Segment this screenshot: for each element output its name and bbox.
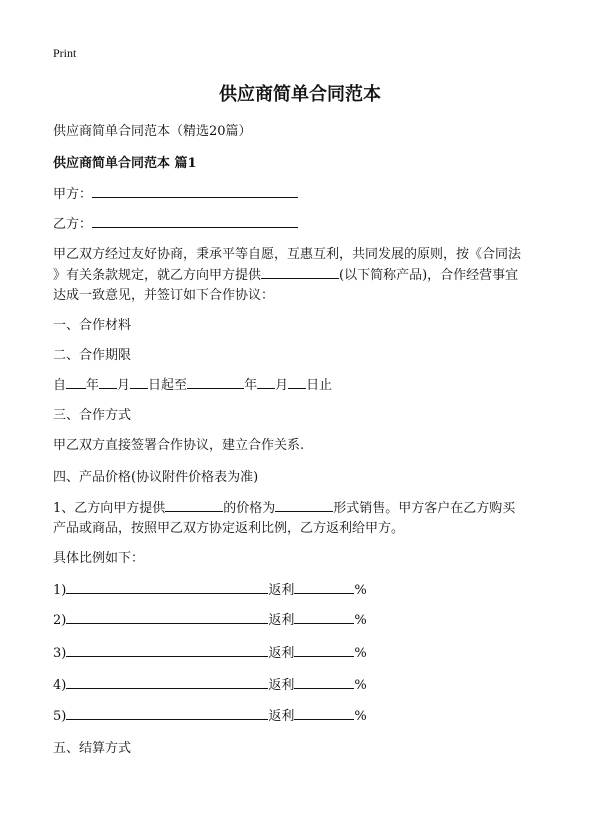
start-year-blank	[66, 376, 86, 389]
heading-method: 三、合作方式	[53, 408, 132, 423]
intro-line-3: 达成一致意见，并签订如下合作协议：	[53, 288, 275, 303]
rebate-row-num: 1)	[53, 583, 67, 598]
section-title: 供应商简单合同范本 篇1	[53, 156, 197, 171]
party-a-line	[53, 183, 298, 202]
price-1-part-c: 形式销售。甲方客户在乙方购买	[333, 501, 516, 516]
rebate-label: 返利	[268, 678, 295, 693]
ratio-label: 具体比例如下：	[53, 551, 145, 566]
rebate-row	[53, 579, 367, 598]
percent-sign: %	[354, 678, 367, 693]
intro-line-1: 甲乙双方经过友好协商，秉承平等自愿，互惠互利，共同发展的原则，按《合同法	[53, 247, 522, 262]
rebate-label: 返利	[268, 583, 295, 598]
doc-subtitle: 供应商简单合同范本（精选20篇）	[53, 124, 252, 139]
period-line	[53, 374, 332, 393]
rebate-label: 返利	[268, 646, 295, 661]
period-year-2: 年	[244, 378, 258, 393]
price-line-1	[53, 497, 515, 516]
price-form-blank	[275, 499, 333, 512]
rebate-item-blank	[66, 611, 268, 624]
price-line-2: 产品或商品，按照甲乙双方协定返利比例，乙方返利给甲方。	[53, 521, 405, 536]
end-day-blank	[288, 376, 306, 389]
end-month-blank	[257, 376, 275, 389]
price-1-part-a: 1、乙方向甲方提供	[53, 501, 166, 516]
period-from: 自	[53, 378, 67, 393]
party-b-label: 乙方：	[53, 217, 93, 232]
rebate-row-num: 3)	[53, 646, 67, 661]
rebate-pct-blank	[294, 581, 354, 594]
price-1-part-b: 的价格为	[223, 501, 276, 516]
start-day-blank	[130, 376, 148, 389]
percent-sign: %	[354, 646, 367, 661]
rebate-item-blank	[66, 581, 268, 594]
percent-sign: %	[354, 709, 367, 724]
rebate-item-blank	[66, 676, 268, 689]
heading-price: 四、产品价格(协议附件价格表为准)	[53, 470, 259, 485]
rebate-pct-blank	[294, 676, 354, 689]
heading-settlement: 五、结算方式	[53, 741, 132, 756]
intro-2-part-a: 》有关条款规定，就乙方向甲方提供	[53, 268, 262, 283]
rebate-row-num: 2)	[53, 613, 67, 628]
rebate-item-blank	[66, 644, 268, 657]
period-month-2: 月	[275, 378, 289, 393]
percent-sign: %	[354, 583, 367, 598]
period-month-1: 月	[117, 378, 131, 393]
intro-line-2	[53, 264, 518, 283]
rebate-item-blank	[66, 707, 268, 720]
period-year-1: 年	[86, 378, 100, 393]
period-day-start: 日起至	[148, 378, 188, 393]
percent-sign: %	[354, 613, 367, 628]
product-blank	[261, 266, 339, 279]
end-year-blank	[187, 376, 244, 389]
rebate-row	[53, 642, 367, 661]
rebate-pct-blank	[294, 707, 354, 720]
print-link[interactable]: Print	[53, 46, 77, 60]
rebate-row	[53, 674, 367, 693]
party-a-blank	[92, 185, 298, 198]
intro-2-part-b: (以下简称产品)，合作经营事宜	[339, 268, 519, 283]
start-month-blank	[99, 376, 117, 389]
rebate-row	[53, 705, 367, 724]
rebate-pct-blank	[294, 644, 354, 657]
rebate-label: 返利	[268, 613, 295, 628]
rebate-row-num: 4)	[53, 678, 67, 693]
method-text: 甲乙双方直接签署合作协议，建立合作关系.	[53, 438, 305, 453]
party-b-blank	[92, 215, 298, 228]
period-day-end: 日止	[306, 378, 333, 393]
party-b-line	[53, 213, 298, 232]
page-title: 供应商简单合同范本	[219, 84, 381, 105]
heading-materials: 一、合作材料	[53, 318, 132, 333]
party-a-label: 甲方：	[53, 187, 93, 202]
rebate-label: 返利	[268, 709, 295, 724]
rebate-row-num: 5)	[53, 709, 67, 724]
rebate-pct-blank	[294, 611, 354, 624]
rebate-row	[53, 609, 367, 628]
heading-period: 二、合作期限	[53, 348, 132, 363]
price-item-blank	[165, 499, 223, 512]
